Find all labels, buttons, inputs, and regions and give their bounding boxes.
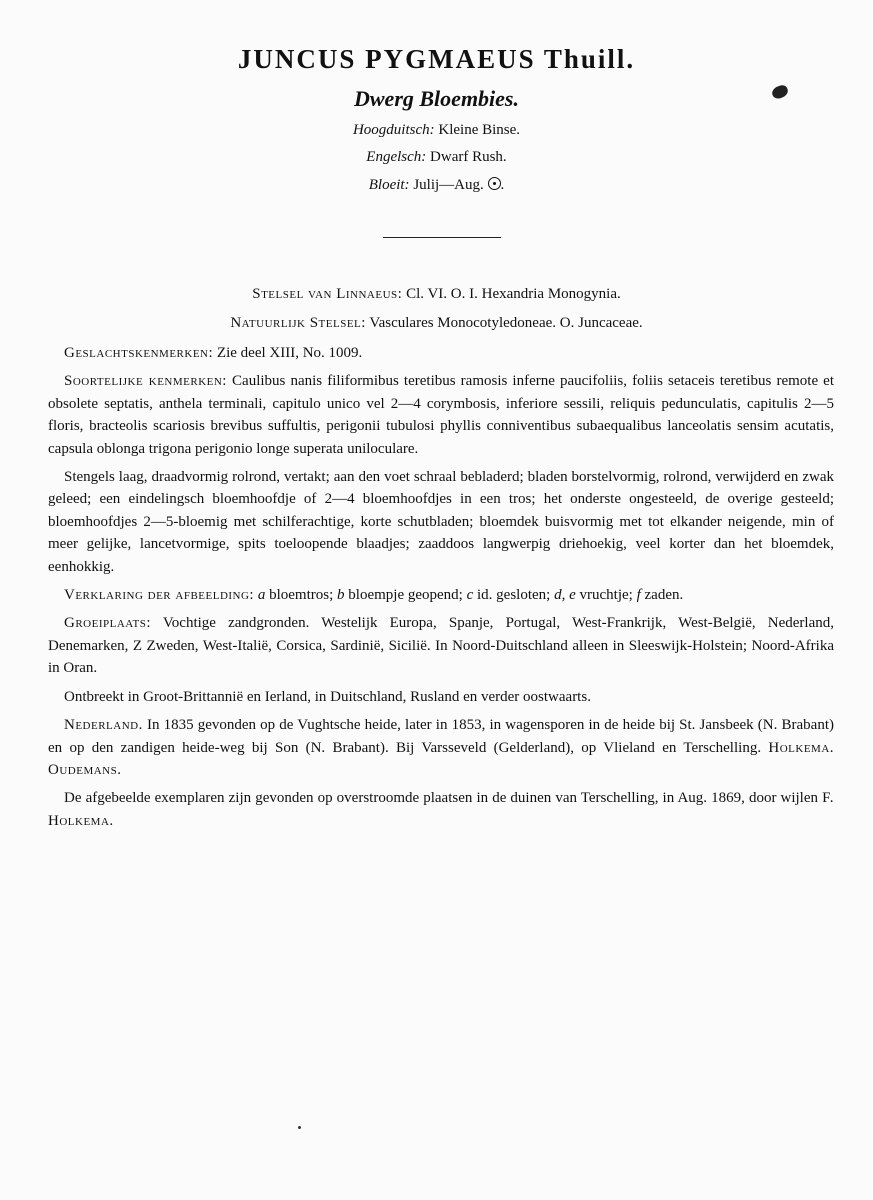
netherlands-authors: Holkema. Oudemans. [48, 739, 835, 778]
genus-label: Geslachtskenmerken: [64, 345, 214, 361]
habitat-paragraph [48, 612, 834, 679]
german-name-line [0, 122, 873, 139]
depicted-specimens-author: F. Holkema. [48, 790, 834, 829]
genus-value: Zie deel XIII, No. 1009. [216, 345, 363, 361]
english-label: Engelsch: [366, 149, 427, 165]
species-characters-value: Caulibus nanis filiformibus teretibus ramosis inferne paucifoliis, foliis setaceis teretibus remote et obsolete septatis, anthela terminali, capitulo unico vel 2—4 corymbosis, inferiore sessili, reliquis pedunculatis, capitulis 2—5 floris, bracteolis scariosis brevibus suffultis, perigonii tubulosi phyllis conniventibus subaequalibus lanceolatis sensim acutatis, capsula oblonga trigona perigonio longe superata uniloculare. [48, 373, 835, 457]
depicted-specimens-text: De afgebeelde exemplaren zijn gevonden op overstroomde plaatsen in de duinen van Terschelling, in Aug. 1869, door wijlen [64, 790, 819, 807]
english-name-line [0, 149, 873, 166]
dutch-name: Dwerg Bloembies. [354, 86, 519, 111]
figure-c-key: c [466, 587, 474, 604]
flowering-line: Bloeit: Julij—Aug. . [368, 177, 505, 193]
figure-f-text: zaden. [644, 587, 684, 604]
genus-characters [48, 342, 834, 364]
depicted-specimens-paragraph [48, 787, 834, 832]
figure-explanation [48, 584, 834, 606]
figure-b-text: bloempje geopend; [348, 587, 463, 604]
absence-paragraph: Ontbreekt in Groot-Brittannië en Ierland, in Duitschland, Rusland en verder oostwaarts. [64, 688, 591, 705]
natural-system-line [0, 315, 873, 332]
page-speck [298, 1126, 301, 1129]
figure-a-text: bloemtros; [269, 587, 334, 604]
figure-de-text: vruchtje; [579, 587, 633, 604]
habitat-label: Groeiplaats: [64, 615, 152, 632]
divider-rule [383, 237, 501, 238]
figure-de-key: d, e [554, 587, 576, 604]
figure-explanation-label: Verklaring der afbeelding: [64, 587, 255, 604]
figure-a-key: a [257, 587, 266, 604]
species-characters-label: Soortelijke kenmerken: [64, 373, 227, 390]
natural-system-label: Natuurlijk Stelsel: [230, 315, 366, 331]
habitat-value: Vochtige zandgronden. Westelijk Europa, Spanje, Portugal, West-Frankrijk, West-België, Nederland, Denemarken, Z Zweden, West-Italië, Corsica, Sardinië, Sicilië. In Noord-Duitschland alleen in Sleeswijk-Holstein; Noord-Afrika in Oran. [48, 615, 834, 677]
netherlands-label: Nederland. [64, 717, 143, 734]
german-value: Kleine Binse. [438, 122, 521, 138]
description-body [48, 342, 834, 838]
flowering-label: Bloeit: [368, 177, 410, 193]
stems-description: Stengels laag, draadvormig rolrond, vertakt; aan den voet schraal bebladerd; bladen borstelvormig, rolrond, verwijderd en zwak geleed; een eindelingsch bloemhoofdje of 2—4 bloemhoofdjes in een tros; het onderste ongesteeld, de overige gesteeld; bloemhoofdjes 2—5-bloemig met schilferachtige, korte schutbladen; bloemdek buisvormig met tot elkander neigende, min of meer gelijke, lancetvormige, spits toeloopende blaadjes; zaaddoos langwerpig driehoekig, veel korter dan het bloemdek, eenhokkig. [48, 469, 834, 575]
figure-f-key: f [636, 587, 641, 604]
german-label: Hoogduitsch: [352, 122, 435, 138]
linnaeus-label: Stelsel van Linnaeus: [252, 286, 403, 302]
figure-c-text: id. gesloten; [477, 587, 551, 604]
natural-system-value: Vasculares Monocotyledoneae. O. Juncaceae. [369, 315, 643, 331]
netherlands-paragraph [48, 714, 834, 781]
netherlands-value: In 1835 gevonden op de Vughtsche heide, later in 1853, in wagensporen in de heide bij St. Jansbeek (N. Brabant) en op den zandigen heide-weg bij Son (N. Brabant). Bij Varsseveld (Gelderland), op Vlieland en Terschelling. [48, 717, 834, 756]
figure-b-key: b [337, 587, 345, 604]
flowering-value: Julij—Aug. [413, 177, 484, 193]
linnaeus-value: Cl. VI. O. I. Hexandria Monogynia. [406, 286, 621, 302]
english-value: Dwarf Rush. [430, 149, 507, 165]
linnaeus-line [0, 286, 873, 303]
species-characters [48, 370, 834, 460]
annual-symbol-icon [488, 177, 501, 190]
species-title: JUNCUS PYGMAEUS Thuill. [237, 44, 636, 74]
